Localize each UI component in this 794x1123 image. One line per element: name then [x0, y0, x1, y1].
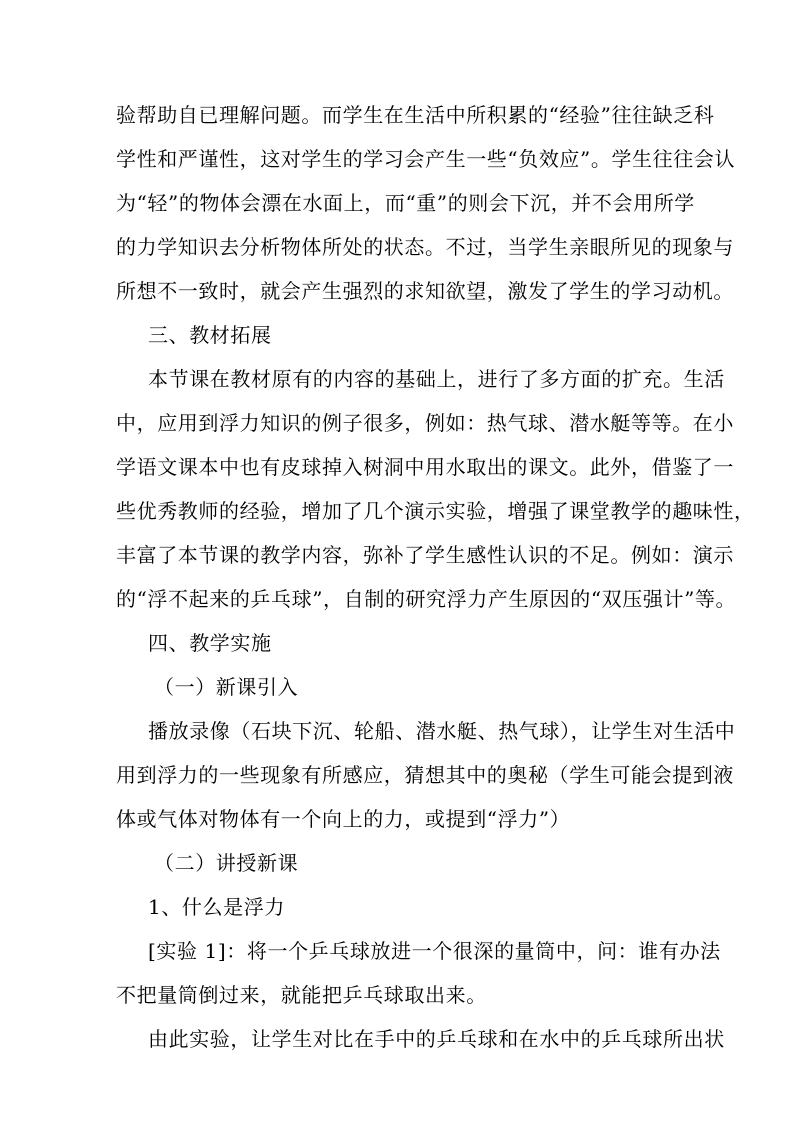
paragraph-line: 不把量筒倒过来，就能把乒乓球取出来。 [116, 983, 487, 1007]
section-heading: 三、教材拓展 [148, 323, 272, 347]
subsection-heading: （一）新课引入 [154, 675, 299, 699]
paragraph-line: 播放录像（石块下沉、轮船、潜水艇、热气球），让学生对生活中 [148, 719, 736, 743]
paragraph-line: 学语文课本中也有皮球掉入树洞中用水取出的课文。此外，借鉴了一 [116, 455, 734, 479]
item-heading: 1、什么是浮力 [148, 895, 285, 919]
paragraph-line: 体或气体对物体有一个向上的力，或提到“浮力”） [116, 807, 571, 831]
paragraph-line: 丰富了本节课的教学内容，弥补了学生感性认识的不足。例如：演示 [116, 543, 734, 567]
paragraph-line: 中，应用到浮力知识的例子很多，例如：热气球、潜水艇等等。在小 [116, 411, 734, 435]
section-heading: 四、教学实施 [148, 631, 272, 655]
paragraph-line: 为“轻”的物体会漂在水面上，而“重”的则会下沉，并不会用所学 [116, 191, 695, 215]
paragraph-line: 用到浮力的一些现象有所感应，猜想其中的奥秘（学生可能会提到液 [116, 763, 734, 787]
paragraph-line: 学性和严谨性，这对学生的学习会产生一些“负效应”。学生往往会认 [116, 147, 736, 171]
paragraph-line: 些优秀教师的经验，增加了几个演示实验，增强了课堂教学的趣味性， [116, 499, 755, 523]
paragraph-line: 的力学知识去分析物体所处的状态。不过，当学生亲眼所见的现象与 [116, 235, 734, 259]
subsection-heading: （二）讲授新课 [154, 851, 299, 875]
paragraph-line: 的“浮不起来的乒乓球”，自制的研究浮力产生原因的“双压强计”等。 [116, 587, 737, 611]
paragraph-line: 验帮助自已理解问题。而学生在生活中所积累的“经验”往往缺乏科 [116, 103, 715, 127]
paragraph-line: [实验 1]：将一个乒乓球放进一个很深的量筒中，问：谁有办法 [148, 939, 721, 963]
paragraph-line: 所想不一致时，就会产生强烈的求知欲望，激发了学生的学习动机。 [116, 279, 734, 303]
paragraph-line: 本节课在教材原有的内容的基础上，进行了多方面的扩充。生活 [148, 367, 725, 391]
paragraph-line: 由此实验，让学生对比在手中的乒乓球和在水中的乒乓球所出状 [148, 1027, 725, 1051]
